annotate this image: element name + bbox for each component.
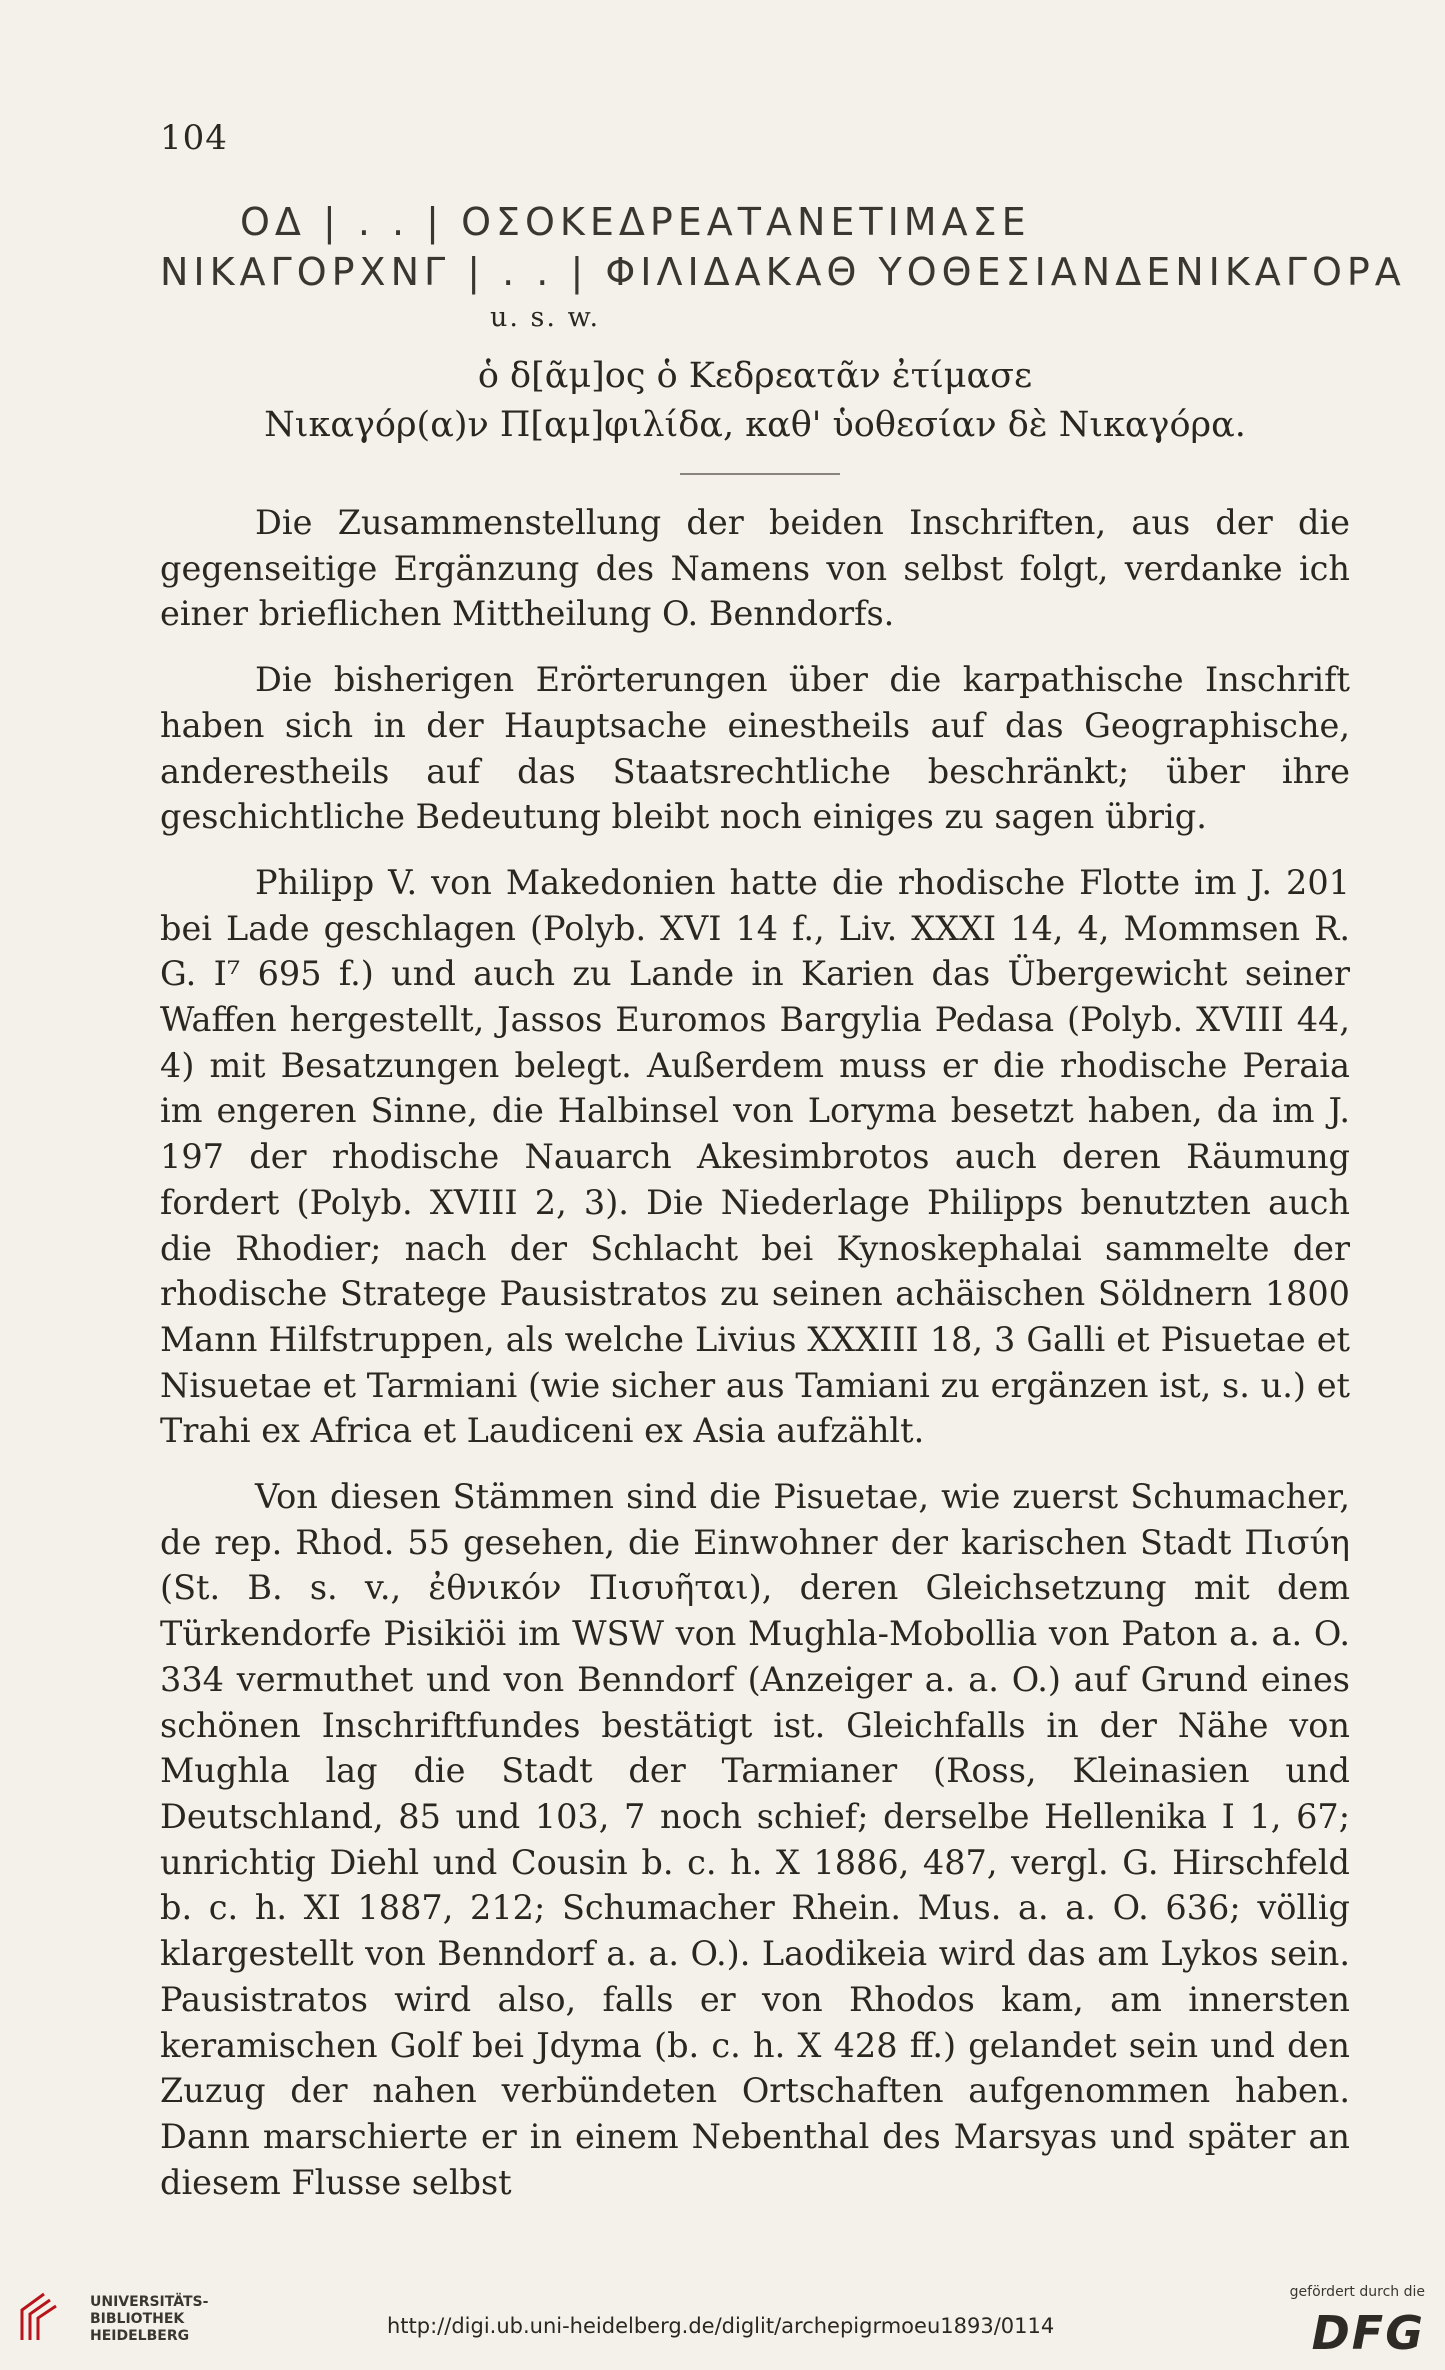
library-logo-icon — [14, 2288, 76, 2344]
inscription-line-1: ΟΔ | . . | ΟΣΟΚΕΔΡΕΑΤΑΝΕΤΙΜΑΣΕ — [240, 200, 1031, 244]
dfg-logo: DFG — [1311, 2306, 1425, 2360]
transcription-line-2: Νικαγόρ(α)ν Π[αμ]φιλίδα, καθ' ὑοθεσίαν δὲ Νικαγόρα. — [264, 405, 1246, 445]
inscription-note: u. s. w. — [490, 302, 601, 333]
page-footer — [0, 2270, 1445, 2370]
paragraph-4: Von diesen Stämmen sind die Pisuetae, wie zuerst Schumacher, de rep. Rhod. 55 gesehen, die Einwohner der karischen Stadt Πισύη (St. B. s. v., ἐθνικόν Πισυῆται), deren Gleichsetzung mit dem Türkendorfe Pisikiöi im WSW von Mughla-Mobollia von Paton a. a. O. 334 vermuthet und von Benndorf (Anzeiger a. a. O.) auf Grund eines schönen Inschriftfundes bestätigt ist. Gleichfalls in der Nähe von Mughla lag die Stadt der Tarmianer (Ross, Kleinasien und Deutschland, 85 und 103, 7 noch schief; derselbe Hellenika I 1, 67; unrichtig Diehl und Cousin b. c. h. X 1886, 487, vergl. G. Hirschfeld b. c. h. XI 1887, 212; Schumacher Rhein. Mus. a. a. O. 636; völlig klargestellt von Benndorf a. a. O.). Laodikeia wird das am Lykos sein. Pausistratos wird also, falls er von Rhodos kam, am innersten keramischen Golf bei Jdyma (b. c. h. X 428 ff.) gelandet sein und den Zuzug der nahen verbündeten Ortschaften aufgenommen haben. Dann marschierte er in einem Nebenthal des Marsyas und später an diesem Flusse selbst — [160, 1477, 1350, 2202]
source-url[interactable]: http://digi.ub.uni-heidelberg.de/diglit/archepigrmoeu1893/0114 — [387, 2314, 1055, 2338]
library-name: UNIVERSITÄTS- BIBLIOTHEK HEIDELBERG — [90, 2294, 209, 2344]
sponsor-text: gefördert durch die — [1289, 2284, 1425, 2300]
paragraph-1: Die Zusammenstellung der beiden Inschriften, aus der die gegenseitige Ergänzung des Namens von selbst folgt, verdanke ich einer brieflichen Mittheilung O. Benndorfs. — [160, 503, 1350, 634]
paragraph-2: Die bisherigen Erörterungen über die karpathische Inschrift haben sich in der Hauptsache einestheils auf das Geographische, anderestheils auf das Staatsrechtliche beschränkt; über ihre geschichtliche Bedeutung bleibt noch einiges zu sagen übrig. — [160, 660, 1350, 837]
transcription-line-1: ὁ δ[ᾶμ]ος ὁ Κεδρεατᾶν ἐτίμασε — [477, 356, 1033, 396]
paragraph-3: Philipp V. von Makedonien hatte die rhodische Flotte im J. 201 bei Lade geschlagen (Polyb. XVI 14 f., Liv. XXXI 14, 4, Mommsen R. G. I⁷ 695 f.) und auch zu Lande in Karien das Übergewicht seiner Waffen hergestellt, Jassos Euromos Bargylia Pedasa (Polyb. XVIII 44, 4) mit Besatzungen belegt. Außerdem muss er die rhodische Peraia im engeren Sinne, die Halbinsel von Loryma besetzt haben, da im J. 197 der rhodische Nauarch Akesimbrotos auch deren Räumung fordert (Polyb. XVIII 2, 3). Die Niederlage Philipps benutzten auch die Rhodier; nach der Schlacht bei Kynoskephalai sammelte der rhodische Stratege Pausistratos zu seinen achäischen Söldnern 1800 Mann Hilfstruppen, als welche Livius XXXIII 18, 3 Galli et Pisuetae et Nisuetae et Tarmiani (wie sicher aus Tamiani zu ergänzen ist, s. u.) et Trahi ex Africa et Laudiceni ex Asia aufzählt. — [160, 862, 1350, 1451]
body-text — [160, 500, 1350, 2225]
section-divider — [680, 473, 840, 475]
inscription-line-2: ΝΙΚΑΓΟΡΧΝΓ | . . | ΦΙΛΙΔΑΚΑΘ ΥΟΘΕΣΙΑΝΔΕΝΙΚΑΓΟΡΑ — [160, 250, 1406, 294]
page-number: 104 — [160, 118, 228, 158]
